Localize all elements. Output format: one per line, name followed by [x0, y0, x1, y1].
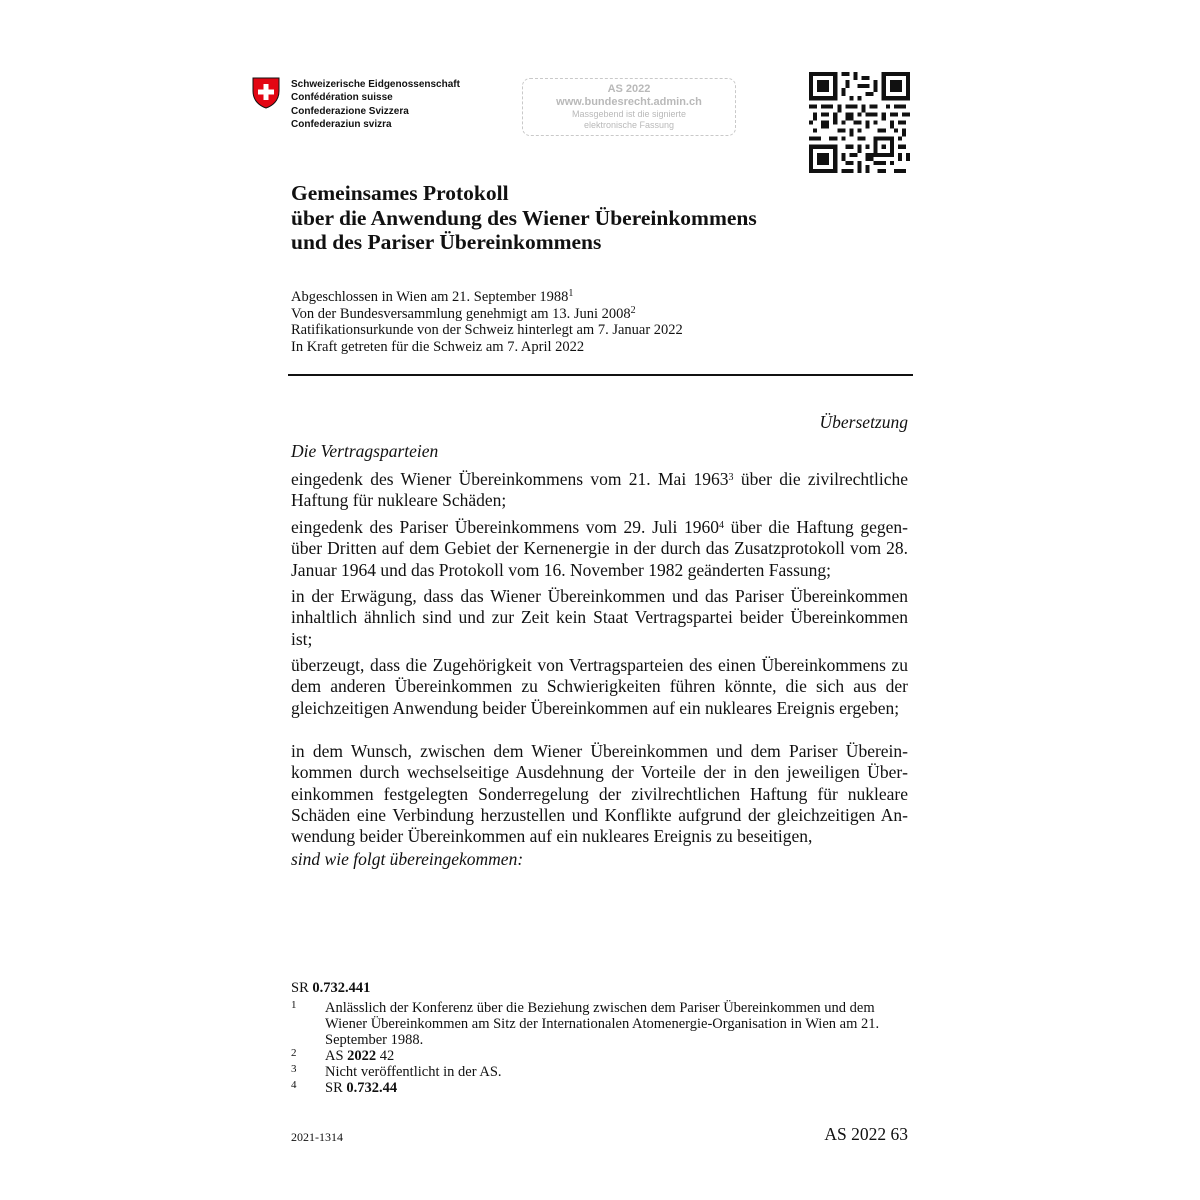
qr-code-icon	[809, 72, 910, 173]
page-reference: AS 2022 63	[824, 1124, 908, 1144]
document-metadata	[291, 289, 683, 355]
preamble-text: in dem Wunsch, zwischen dem Wiener Übereinkommen und dem Pariser Übereinkommen durch wechselseitige Ausdehnung der Vorteile der in den jeweiligen Übereinkommen festgelegten Sonderregelung der zivilrechtlichen Haftung für nukleare Schäden eine Verbindung herzustellen und Konflikte aufgrund der gleichzeitigen Anwendung beider Übereinkommen auf ein nukleares Ereignis zu beseitigen,	[291, 741, 908, 847]
divider	[288, 374, 913, 376]
footnote-bold: 0.732.44	[346, 1080, 398, 1096]
preamble-paragraph	[291, 517, 908, 581]
preamble-paragraph	[291, 741, 908, 847]
preamble-agreed: sind wie folgt übereingekommen:	[291, 849, 524, 869]
sr-number	[291, 980, 370, 997]
preamble-text: eingedenk des Pariser Übereinkommens vom 29. Juli 1960	[291, 517, 719, 537]
footnote-ref[interactable]: 3	[728, 472, 734, 483]
sr-prefix: SR	[291, 980, 313, 996]
translation-label: Übersetzung	[819, 412, 908, 432]
document-title	[291, 181, 757, 255]
confederation-name	[291, 78, 460, 131]
footnote-ref[interactable]: 4	[719, 520, 724, 531]
stamp-url: www.bundesrecht.admin.ch	[556, 96, 702, 108]
footnote-prefix: AS	[325, 1048, 348, 1064]
footnote-bold: 2022	[347, 1048, 377, 1064]
footnote-text	[325, 1048, 915, 1064]
preamble-paragraph	[291, 655, 908, 719]
footnote-number: 3	[291, 1063, 297, 1075]
stamp-note-1: Massgebend ist die signierte	[571, 109, 687, 119]
preamble-paragraph	[291, 469, 908, 512]
meta-approved-text: Von der Bundesversammlung genehmigt am 13. Juni 2008	[291, 305, 631, 322]
preamble-text: über die Haftung gegenüber Dritten auf dem Gebiet der Kernenergie in der durch das Zusatzprotokoll vom 28. Januar 1964 und das Protokoll vom 16. November 1982 geänderten Fassung;	[291, 517, 908, 580]
confederation-it: Confederazione Svizzera	[291, 105, 409, 117]
sr-value: 0.732.441	[312, 980, 371, 996]
document-number: 2021-1314	[291, 1130, 343, 1144]
footnote-number: 1	[291, 999, 297, 1011]
footnote-number: 2	[291, 1047, 297, 1059]
confederation-rm: Confederaziun svizra	[291, 118, 392, 130]
title-line-3: und des Pariser Übereinkommens	[291, 230, 602, 254]
footnote-number: 4	[291, 1079, 297, 1091]
confederation-fr: Confédération suisse	[291, 92, 393, 104]
meta-ratification: Ratifikationsurkunde von der Schweiz hinterlegt am 7. Januar 2022	[291, 322, 683, 338]
stamp-as: AS 2022	[607, 83, 651, 95]
official-stamp	[522, 78, 736, 136]
preamble-text: über die zivilrechtliche Haftung für nukleare Schäden;	[291, 469, 908, 511]
footnote-prefix: SR	[325, 1080, 347, 1096]
footnote-text	[325, 1080, 915, 1096]
meta-concluded	[291, 289, 683, 306]
confederation-de: Schweizerische Eidgenossenschaft	[291, 79, 460, 90]
preamble-text: eingedenk des Wiener Übereinkommens vom 21. Mai 1963	[291, 469, 729, 489]
footnote-ref[interactable]: 1	[568, 288, 574, 299]
preamble-text: in der Erwägung, dass das Wiener Übereinkommen und das Pariser Übereinkommen inhaltlich ähnlich sind und zur Zeit kein Staat Vertragspartei beider Übereinkommen ist;	[291, 586, 908, 649]
title-line-2: über die Anwendung des Wiener Übereinkommens	[291, 205, 757, 230]
footnote-text: Nicht veröffentlicht in der AS.	[325, 1064, 502, 1080]
meta-concluded-text: Abgeschlossen in Wien am 21. September 1988	[291, 289, 569, 305]
footnote-ref[interactable]: 2	[630, 304, 636, 316]
swiss-coat-of-arms-icon	[252, 77, 280, 109]
footnote-text: Anlässlich der Konferenz über die Beziehung zwischen dem Pariser Übereinkommen und dem Wiener Übereinkommen am Sitz der Internationalen Atomenergie-Organisation in Wien am 21. September 1988.	[325, 1000, 880, 1048]
meta-in-force: In Kraft getreten für die Schweiz am 7. April 2022	[291, 338, 585, 355]
meta-approved	[291, 306, 683, 323]
title-line-1: Gemeinsames Protokoll	[291, 181, 509, 205]
preamble-text: überzeugt, dass die Zugehörigkeit von Vertragsparteien des einen Übereinkommens zu dem anderen Übereinkommen zu Schwierigkeiten führen könnte, die sich aus der gleichzeitigen Anwendung beider Übereinkommen auf ein nukleares Ereignis ergeben;	[291, 655, 908, 718]
stamp-note-2: elektronische Fassung	[583, 120, 675, 130]
footnote-suffix: 42	[376, 1048, 395, 1064]
preamble-parties: Die Vertragsparteien	[291, 441, 439, 461]
preamble-paragraph	[291, 586, 908, 650]
